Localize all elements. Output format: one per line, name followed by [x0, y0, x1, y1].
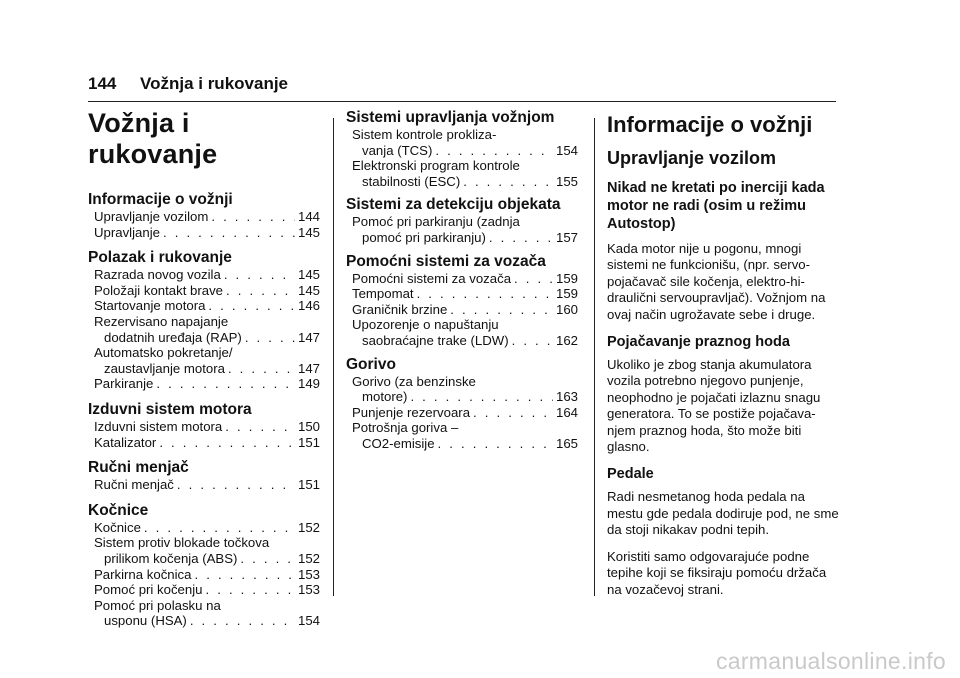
dot-leader [194, 567, 295, 583]
toc-entry[interactable] [88, 314, 320, 345]
chapter-title: Vožnja i rukovanje [88, 108, 218, 169]
toc-entry[interactable] [88, 419, 320, 435]
dot-leader [190, 613, 295, 629]
column-divider [333, 118, 334, 596]
toc-section-title: Kočnice [88, 501, 149, 519]
toc-entry[interactable] [88, 298, 320, 314]
toc-page-number: 163 [555, 389, 578, 405]
toc-section [88, 190, 320, 240]
toc-entry-label: Punjenje rezervoara [352, 404, 471, 420]
toc-page-number: 154 [297, 613, 320, 629]
toc-entry[interactable] [346, 302, 578, 318]
toc-entry-label: Elektronski program kontrole [352, 158, 520, 174]
toc-entry-label: Potrošnja goriva – [352, 420, 459, 436]
dot-leader [512, 333, 553, 349]
toc-page-number: 149 [297, 376, 320, 392]
toc-entry-label: Upravljanje vozilom [94, 209, 209, 224]
toc-page-number: 159 [555, 270, 578, 286]
toc-entry-label: prilikom kočenja (ABS) [104, 550, 238, 566]
dot-leader [435, 143, 553, 159]
toc-section-title: Ručni menjač [88, 459, 189, 477]
column-divider [594, 118, 595, 596]
toc-section [346, 195, 578, 245]
toc-entry[interactable] [88, 267, 320, 283]
toc-entry[interactable] [346, 271, 578, 287]
dot-leader [463, 174, 553, 190]
dot-leader [159, 435, 295, 451]
toc-entry-label: Rezervisano napajanje [94, 313, 229, 329]
page-header [88, 74, 288, 94]
toc-entry-label: zaustavljanje motora [104, 360, 225, 376]
toc-section-title: Sistemi upravljanja vožnjom [346, 109, 555, 126]
toc-entry-label: motore) [362, 389, 408, 405]
toc-entry-label: Izduvni sistem motora [94, 418, 223, 434]
toc-page-number: 144 [297, 209, 320, 224]
page-number: 144 [88, 74, 117, 93]
toc-section-title: Polazak i rukovanje [88, 249, 232, 267]
toc-section [88, 501, 320, 629]
toc-page-number: 147 [297, 329, 320, 345]
content-column [607, 108, 841, 608]
toc-entry-label: Katalizator [94, 434, 157, 450]
dot-leader [245, 330, 295, 346]
topic-heading: Pedale [607, 466, 654, 483]
toc-entry-label: Startovanje motora [94, 298, 206, 314]
toc-entry[interactable] [88, 376, 320, 392]
dot-leader [205, 582, 295, 598]
toc-entry[interactable] [346, 286, 578, 302]
toc-page-number: 146 [297, 298, 320, 314]
toc-page-number: 153 [297, 566, 320, 582]
toc-section [88, 400, 320, 450]
dot-leader [489, 230, 553, 246]
toc-entry[interactable] [346, 317, 578, 348]
toc-entry-label: Upravljanje [94, 224, 160, 240]
dot-leader [144, 520, 295, 536]
toc-section-title: Informacije o vožnji [88, 191, 233, 208]
toc-page-number: 165 [555, 435, 578, 451]
dot-leader [417, 286, 553, 302]
toc-entry[interactable] [88, 477, 320, 493]
dot-leader [438, 436, 553, 452]
toc-entry[interactable] [346, 405, 578, 421]
toc-entry-label: Položaji kontakt brave [94, 282, 224, 298]
toc-entry-label: pomoć pri parkiranju) [362, 229, 486, 245]
toc-section-title: Pomoćni sistemi za vozača [346, 252, 546, 270]
toc-entry[interactable] [346, 158, 578, 189]
toc-page-number: 154 [555, 142, 578, 158]
toc-entry-label: stabilnosti (ESC) [362, 173, 461, 189]
subsection-heading: Upravljanje vozilom [607, 148, 777, 168]
toc-entry-label: Kočnice [94, 519, 141, 535]
topic-heading: Pojačavanje praznog hoda [607, 334, 790, 351]
toc-entry-label: Pomoć pri parkiranju (zadnja [352, 214, 520, 230]
dot-leader [240, 551, 295, 567]
toc-entry[interactable] [346, 214, 578, 245]
toc-entry[interactable] [88, 225, 320, 241]
toc-entry-label: Parkiranje [94, 376, 154, 392]
dot-leader [156, 376, 295, 392]
toc-entry-label: Razrada novog vozila [94, 267, 221, 283]
toc-section-title: Gorivo [346, 355, 396, 373]
toc-page-number: 150 [297, 418, 320, 434]
toc-entry[interactable] [88, 520, 320, 536]
toc-entry-label: Sistem protiv blokade točkova [94, 535, 270, 551]
toc-entry-label: saobraćajne trake (LDW) [362, 332, 509, 348]
dot-leader [211, 209, 295, 225]
toc-section [346, 108, 578, 189]
toc-entry[interactable] [88, 345, 320, 376]
toc-entry[interactable] [88, 598, 320, 629]
paragraph: Radi nesmetanog hoda pedala na mestu gde pedala dodiruje pod, ne sme da stoji nikakav podni tepih. [607, 489, 839, 538]
toc-section [346, 252, 578, 349]
toc-page-number: 152 [297, 519, 320, 535]
paragraph: Kada motor nije u pogonu, mnogi sistemi ne funkcionišu, (npr. servo-pojačavač sile kočenja, elektro-hi-draulični servoupravljač). Vožnjom na ovaj način ugrožavate sebe i druge. [607, 241, 826, 322]
dot-leader [208, 298, 295, 314]
toc-page-number: 145 [297, 224, 320, 240]
toc-entry-label: vanja (TCS) [362, 142, 433, 158]
watermark: carmanualsonline.info [715, 648, 946, 674]
dot-leader [514, 271, 553, 287]
toc-page-number: 162 [555, 332, 578, 348]
dot-leader [225, 419, 295, 435]
toc-entry-label: Gorivo (za benzinske [352, 373, 476, 389]
toc-page-number: 160 [555, 301, 578, 317]
toc-list-2 [346, 108, 578, 452]
toc-entry-label: usponu (HSA) [104, 613, 187, 629]
toc-entry[interactable] [88, 582, 320, 598]
toc-column-1 [88, 108, 320, 637]
dot-leader [163, 225, 295, 241]
toc-page-number: 164 [555, 404, 578, 420]
toc-entry-label: Ručni menjač [94, 477, 174, 493]
toc-entry-label: Upozorenje o napuštanju [352, 317, 499, 333]
toc-page-number: 155 [555, 173, 578, 189]
dot-leader [450, 302, 553, 318]
toc-entry-label: dodatnih uređaja (RAP) [104, 329, 242, 345]
dot-leader [224, 267, 295, 283]
toc-page-number: 153 [297, 582, 320, 598]
toc-section-title: Izduvni sistem motora [88, 400, 252, 418]
dot-leader [226, 283, 295, 299]
toc-section [346, 355, 578, 452]
toc-entry[interactable] [88, 567, 320, 583]
toc-entry-label: Tempomat [352, 286, 414, 302]
toc-page-number: 145 [297, 282, 320, 298]
toc-entry[interactable] [88, 283, 320, 299]
dot-leader [410, 389, 553, 405]
toc-page-number: 152 [297, 550, 320, 566]
toc-entry-label: Sistem kontrole prokliza- [352, 127, 497, 142]
topic-heading: Nikad ne kretati po inerciji kada motor ne radi (osim u režimu Autostop) [607, 180, 825, 232]
toc-entry-label: Parkirna kočnica [94, 566, 192, 582]
running-title: Vožnja i rukovanje [140, 74, 289, 93]
toc-page-number: 151 [297, 434, 320, 450]
toc-list-1 [88, 190, 320, 629]
toc-entry[interactable] [88, 435, 320, 451]
dot-leader [228, 361, 295, 377]
toc-section [88, 248, 320, 392]
toc-entry-label: Pomoć pri kočenju [94, 582, 203, 598]
toc-column-2 [346, 108, 578, 458]
toc-entry[interactable] [346, 420, 578, 451]
toc-section [88, 458, 320, 493]
section-heading: Informacije o vožnji [607, 112, 813, 137]
toc-section-title: Sistemi za detekciju objekata [346, 196, 561, 214]
paragraph: Koristiti samo odgovarajuće podne tepihe koji se fiksiraju pomoću držača na vozačevoj strani. [607, 548, 827, 597]
paragraph: Ukoliko je zbog stanja akumulatora vozila potrebno njegovo punjenje, neophodno je pojačati izlaznu snagu generatora. To se postiže pojačava-njem praznog hoda, što može biti glasno. [607, 357, 821, 455]
toc-entry-label: Pomoćni sistemi za vozača [352, 270, 512, 286]
toc-entry[interactable] [88, 209, 320, 225]
header-rule [88, 101, 836, 102]
toc-page-number: 151 [297, 477, 320, 493]
toc-page-number: 157 [555, 229, 578, 245]
toc-page-number: 145 [297, 267, 320, 283]
toc-entry-label: Pomoć pri polasku na [94, 597, 221, 613]
toc-entry[interactable] [346, 127, 578, 158]
toc-entry-label: Automatsko pokretanje/ [94, 345, 233, 361]
toc-entry-label: CO2-emisije [362, 435, 435, 451]
toc-page-number: 147 [297, 360, 320, 376]
dot-leader [177, 477, 295, 493]
dot-leader [473, 405, 553, 421]
toc-page-number: 159 [555, 286, 578, 302]
toc-entry-label: Graničnik brzine [352, 301, 448, 317]
toc-entry[interactable] [346, 374, 578, 405]
toc-entry[interactable] [88, 535, 320, 566]
